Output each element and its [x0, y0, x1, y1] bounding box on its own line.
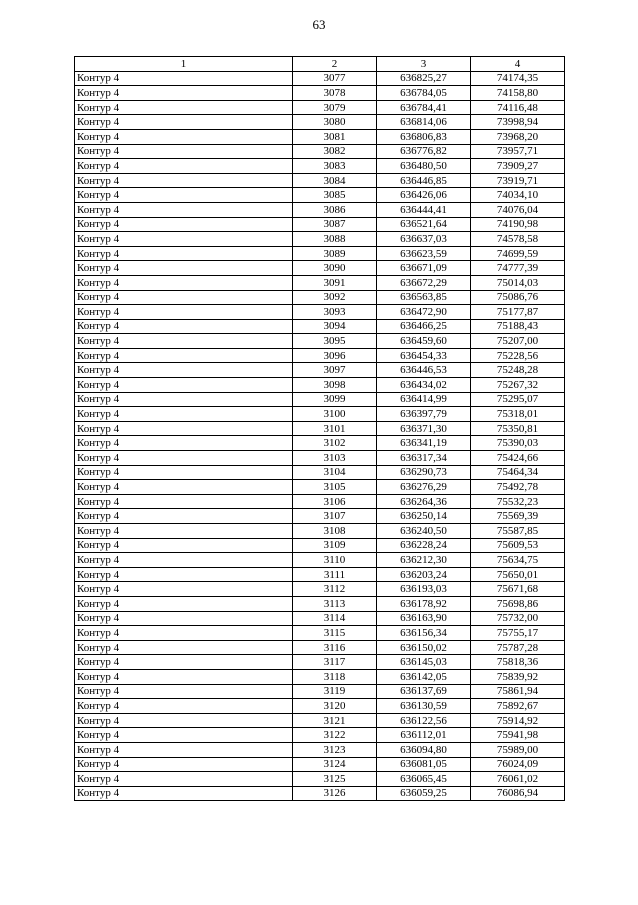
- point-number-cell: 3084: [293, 173, 377, 188]
- x-coordinate-cell: 636250,14: [377, 509, 471, 524]
- x-coordinate-cell: 636240,50: [377, 524, 471, 539]
- contour-name-cell: Контур 4: [75, 728, 293, 743]
- point-number-cell: 3100: [293, 407, 377, 422]
- point-number-cell: 3094: [293, 319, 377, 334]
- table-row: [75, 699, 565, 714]
- x-coordinate-cell: 636094,80: [377, 742, 471, 757]
- contour-name-cell: Контур 4: [75, 465, 293, 480]
- y-coordinate-cell: 75587,85: [471, 524, 565, 539]
- contour-name-cell: Контур 4: [75, 129, 293, 144]
- point-number-cell: 3088: [293, 232, 377, 247]
- contour-name-cell: Контур 4: [75, 392, 293, 407]
- contour-name-cell: Контур 4: [75, 538, 293, 553]
- y-coordinate-cell: 74699,59: [471, 246, 565, 261]
- table-row: [75, 611, 565, 626]
- y-coordinate-cell: 75424,66: [471, 451, 565, 466]
- x-coordinate-cell: 636341,19: [377, 436, 471, 451]
- table-row: [75, 363, 565, 378]
- contour-name-cell: Контур 4: [75, 669, 293, 684]
- y-coordinate-cell: 73919,71: [471, 173, 565, 188]
- table-row: [75, 275, 565, 290]
- point-number-cell: 3101: [293, 421, 377, 436]
- contour-name-cell: Контур 4: [75, 582, 293, 597]
- point-number-cell: 3099: [293, 392, 377, 407]
- point-number-cell: 3093: [293, 305, 377, 320]
- table-row: [75, 100, 565, 115]
- x-coordinate-cell: 636397,79: [377, 407, 471, 422]
- table-row: [75, 188, 565, 203]
- table-row: [75, 334, 565, 349]
- x-coordinate-cell: 636137,69: [377, 684, 471, 699]
- x-coordinate-cell: 636444,41: [377, 202, 471, 217]
- y-coordinate-cell: 75698,86: [471, 596, 565, 611]
- y-coordinate-cell: 75732,00: [471, 611, 565, 626]
- contour-name-cell: Контур 4: [75, 421, 293, 436]
- contour-name-cell: Контур 4: [75, 742, 293, 757]
- point-number-cell: 3098: [293, 378, 377, 393]
- table-row: [75, 319, 565, 334]
- table-row: [75, 129, 565, 144]
- point-number-cell: 3108: [293, 524, 377, 539]
- y-coordinate-cell: 74174,35: [471, 71, 565, 86]
- y-coordinate-cell: 75892,67: [471, 699, 565, 714]
- table-row: [75, 86, 565, 101]
- point-number-cell: 3087: [293, 217, 377, 232]
- x-coordinate-cell: 636065,45: [377, 772, 471, 787]
- point-number-cell: 3081: [293, 129, 377, 144]
- table-row: [75, 757, 565, 772]
- point-number-cell: 3097: [293, 363, 377, 378]
- contour-name-cell: Контур 4: [75, 319, 293, 334]
- table-row: [75, 713, 565, 728]
- y-coordinate-cell: 73968,20: [471, 129, 565, 144]
- x-coordinate-cell: 636193,03: [377, 582, 471, 597]
- y-coordinate-cell: 75532,23: [471, 494, 565, 509]
- table-row: [75, 742, 565, 757]
- x-coordinate-cell: 636081,05: [377, 757, 471, 772]
- x-coordinate-cell: 636130,59: [377, 699, 471, 714]
- contour-name-cell: Контур 4: [75, 261, 293, 276]
- table-row: [75, 494, 565, 509]
- x-coordinate-cell: 636784,41: [377, 100, 471, 115]
- point-number-cell: 3126: [293, 786, 377, 801]
- contour-name-cell: Контур 4: [75, 640, 293, 655]
- y-coordinate-cell: 75755,17: [471, 626, 565, 641]
- table-row: [75, 202, 565, 217]
- y-coordinate-cell: 73998,94: [471, 115, 565, 130]
- point-number-cell: 3095: [293, 334, 377, 349]
- y-coordinate-cell: 75267,32: [471, 378, 565, 393]
- point-number-cell: 3124: [293, 757, 377, 772]
- table-row: [75, 772, 565, 787]
- y-coordinate-cell: 75839,92: [471, 669, 565, 684]
- point-number-cell: 3109: [293, 538, 377, 553]
- y-coordinate-cell: 74158,80: [471, 86, 565, 101]
- point-number-cell: 3123: [293, 742, 377, 757]
- contour-name-cell: Контур 4: [75, 509, 293, 524]
- x-coordinate-cell: 636228,24: [377, 538, 471, 553]
- y-coordinate-cell: 75014,03: [471, 275, 565, 290]
- contour-name-cell: Контур 4: [75, 596, 293, 611]
- x-coordinate-cell: 636434,02: [377, 378, 471, 393]
- y-coordinate-cell: 75390,03: [471, 436, 565, 451]
- y-coordinate-cell: 75650,01: [471, 567, 565, 582]
- contour-name-cell: Контур 4: [75, 407, 293, 422]
- x-coordinate-cell: 636459,60: [377, 334, 471, 349]
- point-number-cell: 3089: [293, 246, 377, 261]
- x-coordinate-cell: 636414,99: [377, 392, 471, 407]
- y-coordinate-cell: 73909,27: [471, 159, 565, 174]
- point-number-cell: 3078: [293, 86, 377, 101]
- x-coordinate-cell: 636163,90: [377, 611, 471, 626]
- table-row: [75, 232, 565, 247]
- table-row: [75, 451, 565, 466]
- point-number-cell: 3077: [293, 71, 377, 86]
- y-coordinate-cell: 75818,36: [471, 655, 565, 670]
- x-coordinate-cell: 636290,73: [377, 465, 471, 480]
- point-number-cell: 3113: [293, 596, 377, 611]
- contour-name-cell: Контур 4: [75, 100, 293, 115]
- y-coordinate-cell: 75207,00: [471, 334, 565, 349]
- table-row: [75, 115, 565, 130]
- x-coordinate-cell: 636317,34: [377, 451, 471, 466]
- x-coordinate-cell: 636371,30: [377, 421, 471, 436]
- y-coordinate-cell: 75787,28: [471, 640, 565, 655]
- point-number-cell: 3106: [293, 494, 377, 509]
- point-number-cell: 3110: [293, 553, 377, 568]
- table-row: [75, 567, 565, 582]
- contour-name-cell: Контур 4: [75, 71, 293, 86]
- x-coordinate-cell: 636784,05: [377, 86, 471, 101]
- table-body: [75, 71, 565, 801]
- y-coordinate-cell: 75634,75: [471, 553, 565, 568]
- x-coordinate-cell: 636814,06: [377, 115, 471, 130]
- table-row: [75, 728, 565, 743]
- contour-name-cell: Контур 4: [75, 436, 293, 451]
- table-row: [75, 144, 565, 159]
- y-coordinate-cell: 75914,92: [471, 713, 565, 728]
- y-coordinate-cell: 75492,78: [471, 480, 565, 495]
- y-coordinate-cell: 75177,87: [471, 305, 565, 320]
- y-coordinate-cell: 74034,10: [471, 188, 565, 203]
- x-coordinate-cell: 636203,24: [377, 567, 471, 582]
- point-number-cell: 3085: [293, 188, 377, 203]
- y-coordinate-cell: 76086,94: [471, 786, 565, 801]
- y-coordinate-cell: 75086,76: [471, 290, 565, 305]
- table-header: [75, 57, 565, 72]
- contour-name-cell: Контур 4: [75, 275, 293, 290]
- contour-name-cell: Контур 4: [75, 567, 293, 582]
- table-row: [75, 655, 565, 670]
- x-coordinate-cell: 636776,82: [377, 144, 471, 159]
- point-number-cell: 3091: [293, 275, 377, 290]
- point-number-cell: 3121: [293, 713, 377, 728]
- contour-name-cell: Контур 4: [75, 305, 293, 320]
- x-coordinate-cell: 636637,03: [377, 232, 471, 247]
- table-row: [75, 217, 565, 232]
- x-coordinate-cell: 636059,25: [377, 786, 471, 801]
- contour-name-cell: Контур 4: [75, 494, 293, 509]
- y-coordinate-cell: 75228,56: [471, 348, 565, 363]
- y-coordinate-cell: 75295,07: [471, 392, 565, 407]
- point-number-cell: 3116: [293, 640, 377, 655]
- table-row: [75, 378, 565, 393]
- point-number-cell: 3117: [293, 655, 377, 670]
- x-coordinate-cell: 636150,02: [377, 640, 471, 655]
- y-coordinate-cell: 74578,58: [471, 232, 565, 247]
- point-number-cell: 3080: [293, 115, 377, 130]
- y-coordinate-cell: 75989,00: [471, 742, 565, 757]
- x-coordinate-cell: 636264,36: [377, 494, 471, 509]
- table-row: [75, 786, 565, 801]
- contour-name-cell: Контур 4: [75, 363, 293, 378]
- y-coordinate-cell: 75188,43: [471, 319, 565, 334]
- point-number-cell: 3120: [293, 699, 377, 714]
- contour-name-cell: Контур 4: [75, 699, 293, 714]
- point-number-cell: 3090: [293, 261, 377, 276]
- point-number-cell: 3115: [293, 626, 377, 641]
- table-row: [75, 509, 565, 524]
- contour-name-cell: Контур 4: [75, 684, 293, 699]
- y-coordinate-cell: 74076,04: [471, 202, 565, 217]
- point-number-cell: 3102: [293, 436, 377, 451]
- header-col-3: 3: [377, 57, 471, 72]
- y-coordinate-cell: 76024,09: [471, 757, 565, 772]
- point-number-cell: 3079: [293, 100, 377, 115]
- point-number-cell: 3118: [293, 669, 377, 684]
- contour-name-cell: Контур 4: [75, 144, 293, 159]
- x-coordinate-cell: 636426,06: [377, 188, 471, 203]
- point-number-cell: 3104: [293, 465, 377, 480]
- x-coordinate-cell: 636276,29: [377, 480, 471, 495]
- x-coordinate-cell: 636112,01: [377, 728, 471, 743]
- point-number-cell: 3082: [293, 144, 377, 159]
- table-row: [75, 173, 565, 188]
- header-col-2: 2: [293, 57, 377, 72]
- y-coordinate-cell: 75318,01: [471, 407, 565, 422]
- point-number-cell: 3086: [293, 202, 377, 217]
- table-row: [75, 465, 565, 480]
- y-coordinate-cell: 75350,81: [471, 421, 565, 436]
- y-coordinate-cell: 75941,98: [471, 728, 565, 743]
- point-number-cell: 3122: [293, 728, 377, 743]
- y-coordinate-cell: 75248,28: [471, 363, 565, 378]
- header-col-1: 1: [75, 57, 293, 72]
- y-coordinate-cell: 73957,71: [471, 144, 565, 159]
- page-number: 63: [312, 17, 326, 32]
- point-number-cell: 3107: [293, 509, 377, 524]
- x-coordinate-cell: 636212,30: [377, 553, 471, 568]
- x-coordinate-cell: 636446,53: [377, 363, 471, 378]
- contour-name-cell: Контур 4: [75, 480, 293, 495]
- point-number-cell: 3112: [293, 582, 377, 597]
- x-coordinate-cell: 636563,85: [377, 290, 471, 305]
- y-coordinate-cell: 75464,34: [471, 465, 565, 480]
- x-coordinate-cell: 636623,59: [377, 246, 471, 261]
- x-coordinate-cell: 636454,33: [377, 348, 471, 363]
- contour-name-cell: Контур 4: [75, 378, 293, 393]
- table-row: [75, 421, 565, 436]
- x-coordinate-cell: 636472,90: [377, 305, 471, 320]
- contour-name-cell: Контур 4: [75, 451, 293, 466]
- contour-name-cell: Контур 4: [75, 217, 293, 232]
- x-coordinate-cell: 636671,09: [377, 261, 471, 276]
- point-number-cell: 3103: [293, 451, 377, 466]
- x-coordinate-cell: 636466,25: [377, 319, 471, 334]
- table-row: [75, 553, 565, 568]
- x-coordinate-cell: 636825,27: [377, 71, 471, 86]
- table-row: [75, 407, 565, 422]
- contour-name-cell: Контур 4: [75, 524, 293, 539]
- contour-name-cell: Контур 4: [75, 786, 293, 801]
- table-row: [75, 669, 565, 684]
- x-coordinate-cell: 636142,05: [377, 669, 471, 684]
- table-row: [75, 71, 565, 86]
- contour-name-cell: Контур 4: [75, 232, 293, 247]
- table-row: [75, 626, 565, 641]
- contour-name-cell: Контур 4: [75, 757, 293, 772]
- table-row: [75, 246, 565, 261]
- point-number-cell: 3096: [293, 348, 377, 363]
- contour-name-cell: Контур 4: [75, 713, 293, 728]
- contour-name-cell: Контур 4: [75, 553, 293, 568]
- contour-name-cell: Контур 4: [75, 188, 293, 203]
- table-row: [75, 538, 565, 553]
- y-coordinate-cell: 74777,39: [471, 261, 565, 276]
- contour-name-cell: Контур 4: [75, 334, 293, 349]
- contour-name-cell: Контур 4: [75, 115, 293, 130]
- point-number-cell: 3125: [293, 772, 377, 787]
- contour-name-cell: Контур 4: [75, 655, 293, 670]
- point-number-cell: 3092: [293, 290, 377, 305]
- table-row: [75, 261, 565, 276]
- contour-name-cell: Контур 4: [75, 348, 293, 363]
- table-row: [75, 436, 565, 451]
- y-coordinate-cell: 75671,68: [471, 582, 565, 597]
- coordinates-table: [74, 56, 565, 801]
- point-number-cell: 3105: [293, 480, 377, 495]
- table-row: [75, 582, 565, 597]
- x-coordinate-cell: 636521,64: [377, 217, 471, 232]
- header-row: [75, 57, 565, 72]
- table-row: [75, 392, 565, 407]
- x-coordinate-cell: 636145,03: [377, 655, 471, 670]
- x-coordinate-cell: 636156,34: [377, 626, 471, 641]
- contour-name-cell: Контур 4: [75, 611, 293, 626]
- table-row: [75, 290, 565, 305]
- point-number-cell: 3119: [293, 684, 377, 699]
- x-coordinate-cell: 636446,85: [377, 173, 471, 188]
- x-coordinate-cell: 636672,29: [377, 275, 471, 290]
- x-coordinate-cell: 636480,50: [377, 159, 471, 174]
- contour-name-cell: Контур 4: [75, 159, 293, 174]
- header-col-4: 4: [471, 57, 565, 72]
- contour-name-cell: Контур 4: [75, 290, 293, 305]
- y-coordinate-cell: 75861,94: [471, 684, 565, 699]
- table-row: [75, 684, 565, 699]
- y-coordinate-cell: 76061,02: [471, 772, 565, 787]
- x-coordinate-cell: 636122,56: [377, 713, 471, 728]
- table-row: [75, 524, 565, 539]
- y-coordinate-cell: 74116,48: [471, 100, 565, 115]
- point-number-cell: 3114: [293, 611, 377, 626]
- x-coordinate-cell: 636178,92: [377, 596, 471, 611]
- contour-name-cell: Контур 4: [75, 626, 293, 641]
- table-row: [75, 159, 565, 174]
- table-row: [75, 640, 565, 655]
- contour-name-cell: Контур 4: [75, 246, 293, 261]
- table-row: [75, 480, 565, 495]
- contour-name-cell: Контур 4: [75, 86, 293, 101]
- contour-name-cell: Контур 4: [75, 772, 293, 787]
- point-number-cell: 3083: [293, 159, 377, 174]
- x-coordinate-cell: 636806,83: [377, 129, 471, 144]
- contour-name-cell: Контур 4: [75, 202, 293, 217]
- table-row: [75, 305, 565, 320]
- contour-name-cell: Контур 4: [75, 173, 293, 188]
- y-coordinate-cell: 74190,98: [471, 217, 565, 232]
- table-row: [75, 348, 565, 363]
- y-coordinate-cell: 75609,53: [471, 538, 565, 553]
- point-number-cell: 3111: [293, 567, 377, 582]
- table-row: [75, 596, 565, 611]
- y-coordinate-cell: 75569,39: [471, 509, 565, 524]
